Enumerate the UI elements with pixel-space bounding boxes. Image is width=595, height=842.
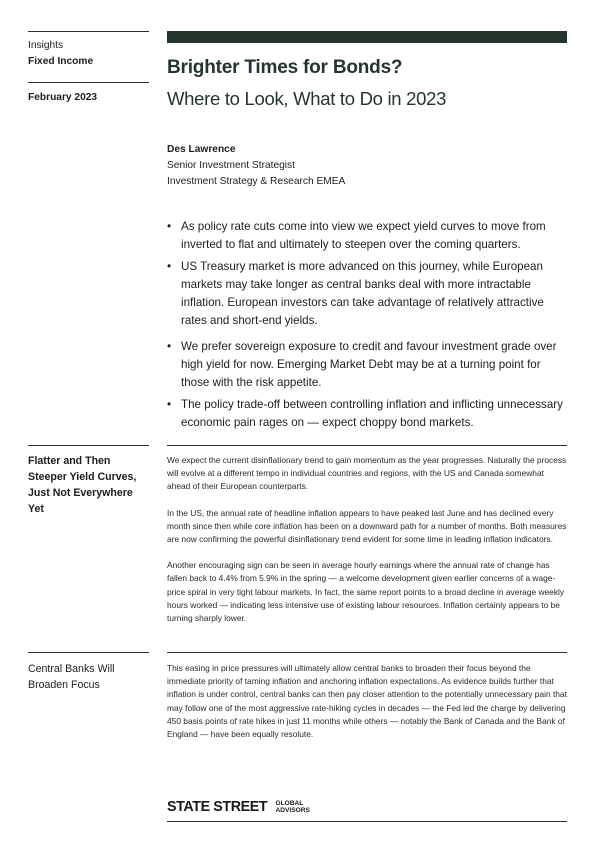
section-divider-left [28, 445, 149, 446]
key-point: • As policy rate cuts come into view we expect yield curves to move from inverted to flat and ultimately to steepen over the coming quarters. [167, 218, 572, 254]
key-point: • We prefer sovereign exposure to credit and favour investment grade over high yield for now. Emerging Market Debt may be at a turning point for those with the risk appetite. [167, 338, 572, 392]
author-name: Des Lawrence [167, 144, 236, 155]
logo-subtitle [275, 800, 309, 814]
key-point: • US Treasury market is more advanced on this journey, while European markets may take longer as central banks deal with more intractable inflation. European investors can take advantage of relatively attractive rates and short-end yields. [167, 258, 572, 330]
section-body [167, 454, 567, 638]
paragraph: We expect the current disinflationary trend to gain momentum as the year progresses. Naturally the process will evolve at a different tempo in individual countries and regions, with the US and Canada somewhat ahead of their European counterparts. [167, 455, 567, 492]
date-label: February 2023 [28, 92, 98, 103]
subcategory-label: Fixed Income [28, 56, 94, 67]
section-body [167, 662, 567, 754]
author-block [167, 142, 345, 190]
state-street-logo [167, 798, 310, 815]
paragraph: This easing in price pressures will ultimately allow central banks to broaden their focus beyond the immediate priority of taming inflation and anchoring inflation expectations. As evidence builds further that inflation is under control, central banks can then pay closer attention to the potentially unnecessary pain that may follow one of the most aggressive rate-hiking cycles in decades — the Fed led the charge by delivering 450 basis points of rate hikes in just 11 months while others — notably the Bank of Canada and the Bank of England — have been equally resolute. [167, 663, 567, 740]
logo-wordmark: STATE STREET [167, 798, 268, 815]
footer-rule [167, 821, 567, 822]
page-subtitle: Where to Look, What to Do in 2023 [167, 88, 447, 109]
section-divider-right [167, 652, 567, 653]
section-divider-right [167, 445, 567, 446]
section-divider-left [28, 652, 149, 653]
section-heading: Flatter and Then Steeper Yield Curves, Just Not Everywhere Yet [28, 455, 137, 515]
sidebar-divider [28, 82, 149, 83]
paragraph: In the US, the annual rate of headline inflation appears to have peaked last June and has declined every month since then while core inflation has been on a downward path for a number of months. Both measures are now confirming the powerful disinflationary trend evident for some time in leading inflation indicators. [167, 507, 567, 545]
top-rule-left [28, 31, 149, 32]
logo-sub-line: ADVISORS [275, 806, 310, 814]
category-label: Insights [28, 40, 64, 51]
author-role: Senior Investment Strategist [167, 160, 295, 171]
page-title: Brighter Times for Bonds? [167, 57, 403, 78]
author-team: Investment Strategy & Research EMEA [167, 176, 346, 187]
header-band [167, 31, 567, 43]
section-heading: Central Banks Will Broaden Focus [28, 663, 115, 691]
paragraph: Another encouraging sign can be seen in average hourly earnings where the annual rate of change has fallen back to 4.4% from 5.9% in the spring — a welcome development given earlier concerns of a wage-price spiral in very tight labour markets. In fact, the same report points to a broad decline in average weekly hours worked — indicating less intensive use of existing labour resources. Inflation certainly appears to be turning sharply lower. [167, 560, 565, 624]
key-points-list [167, 218, 572, 436]
logo-sub-line: GLOBAL [275, 799, 304, 807]
key-point: • The policy trade-off between controlling inflation and inflicting unnecessary economic pain rages on — expect choppy bond markets. [167, 396, 572, 432]
